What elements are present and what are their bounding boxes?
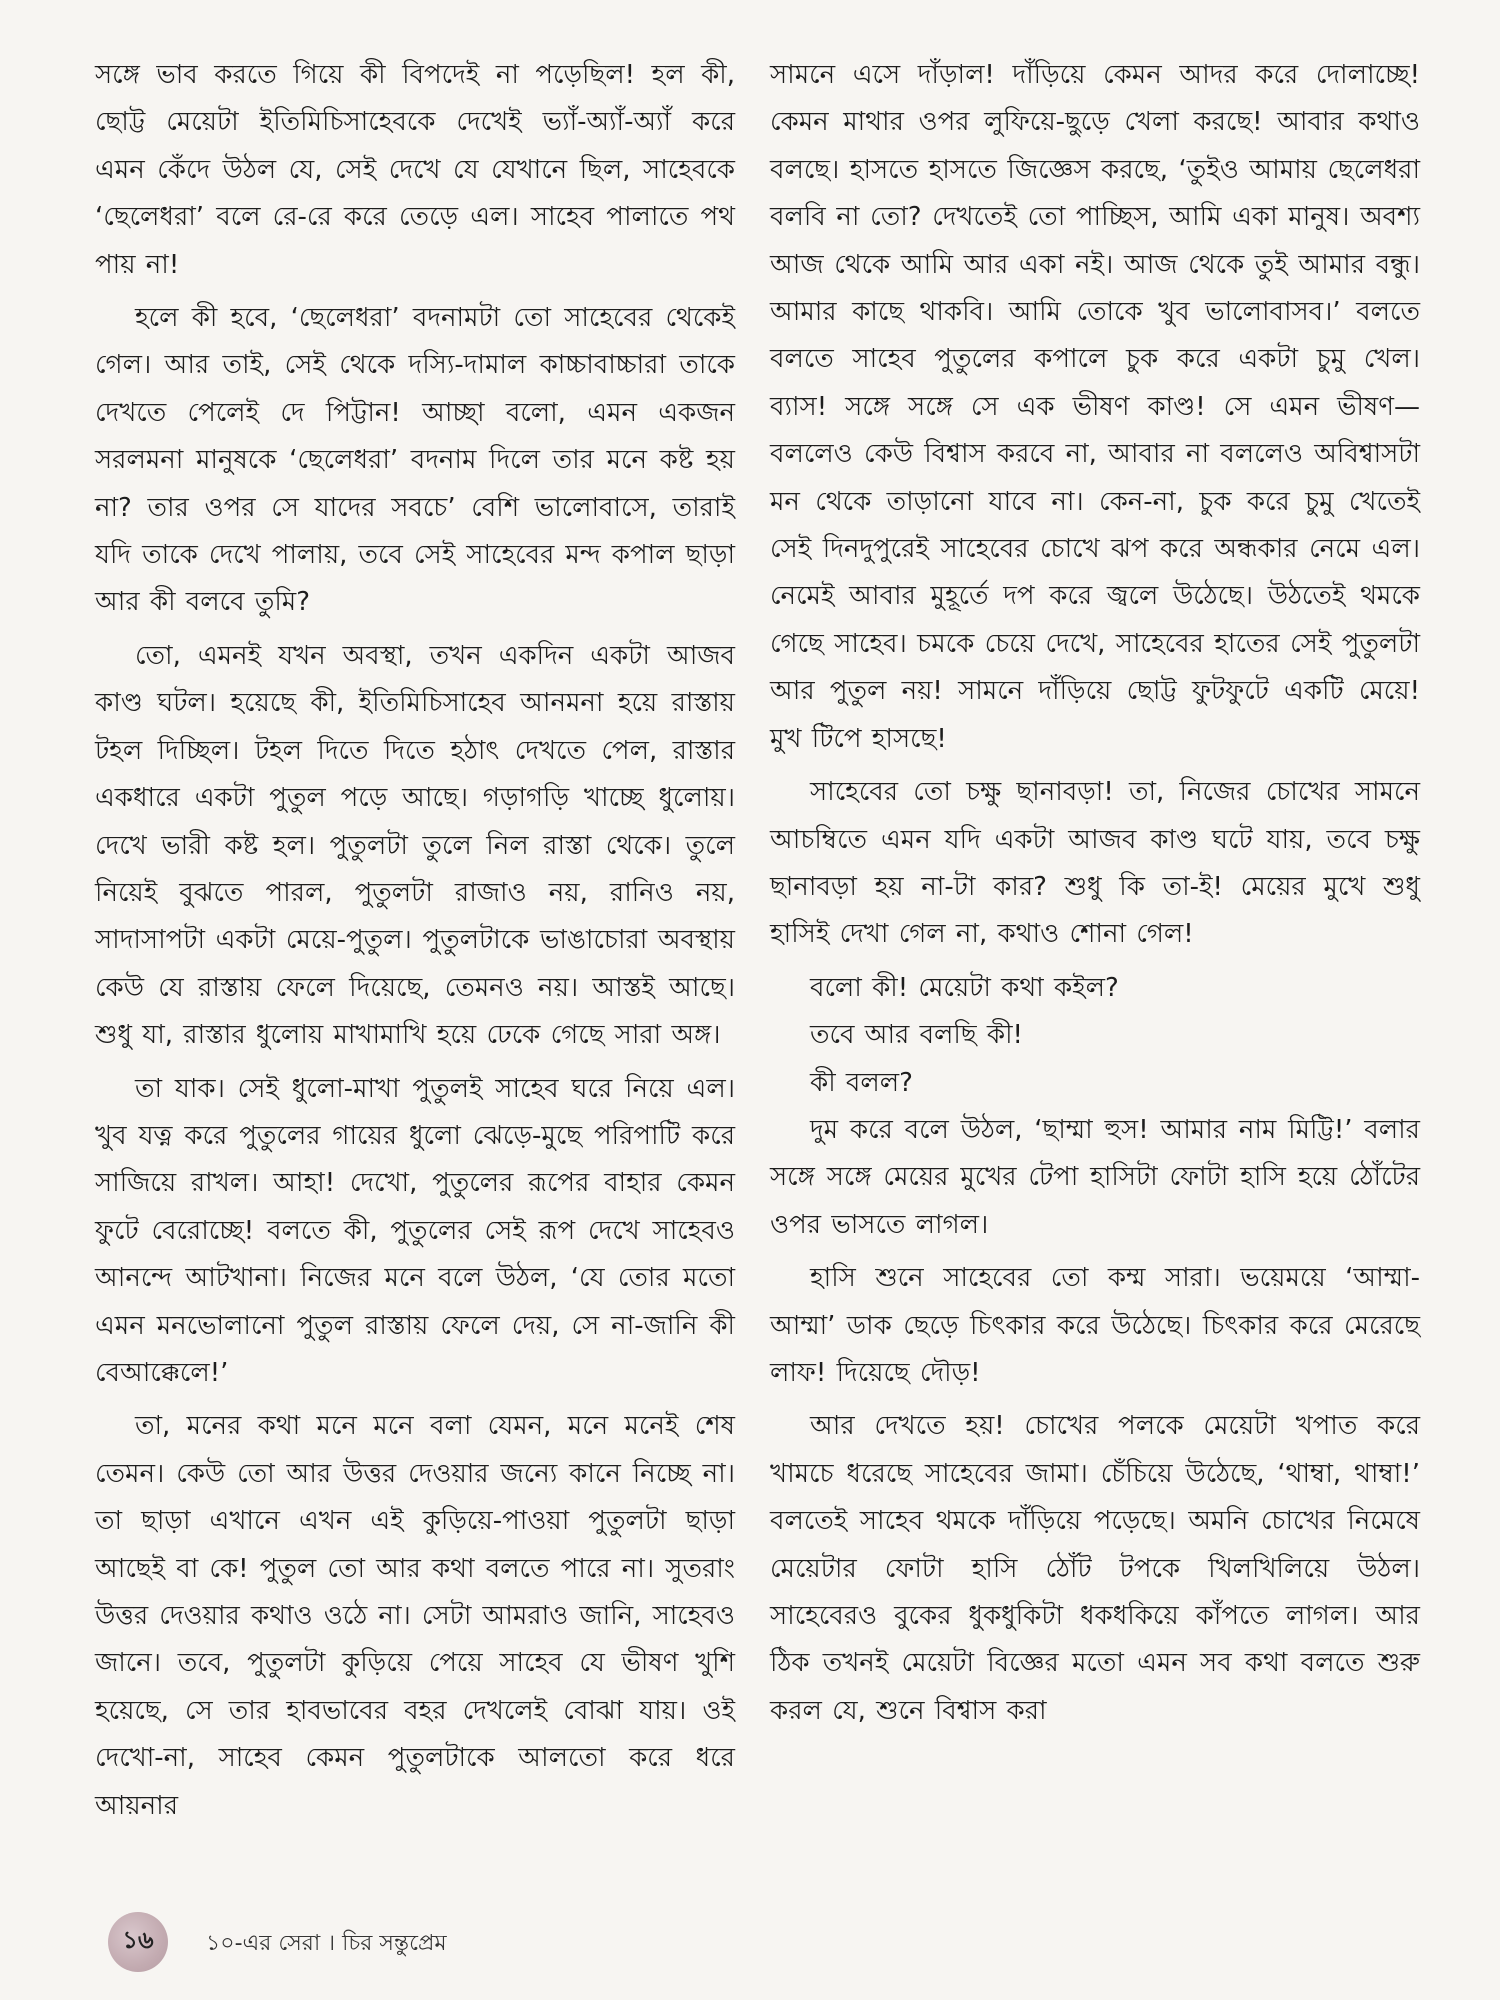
paragraph: তা, মনের কথা মনে মনে বলা যেমন, মনে মনেই শেষ তেমন। কেউ তো আর উত্তর দেওয়ার জন্যে কানে নিচ্ছে না। তা ছাড়া এখানে এখন এই কুড়িয়ে-পাওয়া পুতুলটা ছাড়া আছেই বা কে! পুতুল তো আর কথা বলতে পারে না। সুতরাং উত্তর দেওয়ার কথাও ওঠে না। সেটা আমরাও জানি, সাহেবও জানে। তবে, পুতুলটা কুড়িয়ে পেয়ে সাহেব যে ভীষণ খুশি হয়েছে, সে তার হাবভাবের বহর দেখলেই বোঝা যায়। ওই দেখো-না, সাহেব কেমন পুতুলটাকে আলতো করে ধরে আয়নার bbox=[95, 1411, 735, 1821]
paragraph: সাহেবের তো চক্ষু ছানাবড়া! তা, নিজের চোখের সামনে আচম্বিতে এমন যদি একটা আজব কাণ্ড ঘটে যায়, তবে চক্ষু ছানাবড়া হয় না-টা কার? শুধু কি তা-ই! মেয়ের মুখে শুধু হাসিই দেখা গেল না, কথাও শোনা গেল! bbox=[770, 777, 1421, 950]
paragraph: তা যাক। সেই ধুলো-মাখা পুতুলই সাহেব ঘরে নিয়ে এল। খুব যত্ন করে পুতুলের গায়ের ধুলো ঝেড়ে-মুছে পরিপাটি করে সাজিয়ে রাখল। আহা! দেখো, পুতুলের রূপের বাহার কেমন ফুটে বেরোচ্ছে! বলতে কী, পুতুলের সেই রূপ দেখে সাহেবও আনন্দে আটখানা। নিজের মনে বলে উঠল, ‘যে তোর মতো এমন মনভোলানো পুতুল রাস্তায় ফেলে দেয়, সে না-জানি কী বেআক্কেলে!’ bbox=[95, 1073, 735, 1388]
left-column bbox=[95, 52, 735, 1836]
right-column bbox=[770, 52, 1420, 1741]
page-number: ১৬ bbox=[108, 1912, 168, 1972]
paragraph: আর দেখতে হয়! চোখের পলকে মেয়েটা খপাত করে খামচে ধরেছে সাহেবের জামা। চেঁচিয়ে উঠেছে, ‘থাম্বা, থাম্বা!’ বলতেই সাহেব থমকে দাঁড়িয়ে পড়েছে। অমনি চোখের নিমেষে মেয়েটার ফোটা হাসি ঠোঁট টপকে খিলখিলিয়ে উঠল। সাহেবেরও বুকের ধুকধুকিটা ধকধকিয়ে কাঁপতে লাগল। আর ঠিক তখনই মেয়েটা বিজ্ঞের মতো এমন সব কথা বলতে শুরু করল যে, শুনে বিশ্বাস করা bbox=[770, 1411, 1420, 1726]
dialogue-line: বলো কী! মেয়েটা কথা কইল? bbox=[810, 972, 1119, 1003]
paragraph: হাসি শুনে সাহেবের তো কম্ম সারা। ভয়েময়ে ‘আম্মা-আম্মা’ ডাক ছেড়ে চিৎকার করে উঠেছে। চিৎকার করে মেরেছে লাফ! দিয়েছে দৌড়! bbox=[770, 1263, 1420, 1388]
paragraph: সঙ্গে ভাব করতে গিয়ে কী বিপদেই না পড়েছিল! হল কী, ছোট্ট মেয়েটা ইতিমিচিসাহেবকে দেখেই ভ্যাঁ-অ্যাঁ-অ্যাঁ করে এমন কেঁদে উঠল যে, সেই দেখে যে যেখানে ছিল, সাহেবকে ‘ছেলেধরা’ বলে রে-রে করে তেড়ে এল। সাহেব পালাতে পথ পায় না! bbox=[95, 60, 735, 280]
paragraph: হলে কী হবে, ‘ছেলেধরা’ বদনামটা তো সাহেবের থেকেই গেল। আর তাই, সেই থেকে দস্যি-দামাল কাচ্চাবাচ্চারা তাকে দেখতে পেলেই দে পিট্টান! আচ্ছা বলো, এমন একজন সরলমনা মানুষকে ‘ছেলেধরা’ বদনাম দিলে তার মনে কষ্ট হয় না? তার ওপর সে যাদের সবচে’ বেশি ভালোবাসে, তারাই যদি তাকে দেখে পালায়, তবে সেই সাহেবের মন্দ কপাল ছাড়া আর কী বলবে তুমি? bbox=[95, 303, 735, 618]
book-title: ১০-এর সেরা । চির সন্তুপ্রেম bbox=[206, 1931, 447, 1956]
page-footer bbox=[108, 1912, 608, 1972]
paragraph: দুম করে বলে উঠল, ‘ছাম্মা হুস! আমার নাম মিট্টি!’ বলার সঙ্গে সঙ্গে মেয়ের মুখের টেপা হাসিটা ফোটা হাসি হয়ে ঠোঁটের ওপর ভাসতে লাগল। bbox=[770, 1114, 1420, 1240]
paragraph: সামনে এসে দাঁড়াল! দাঁড়িয়ে কেমন আদর করে দোলাচ্ছে! কেমন মাথার ওপর লুফিয়ে-ছুড়ে খেলা করছে! আবার কথাও বলছে। হাসতে হাসতে জিজ্ঞেস করছে, ‘তুইও আমায় ছেলেধরা বলবি না তো? দেখতেই তো পাচ্ছিস, আমি একা মানুষ। অবশ্য আজ থেকে আমি আর একা নই। আজ থেকে তুই আমার বন্ধু। আমার কাছে থাকবি। আমি তোকে খুব ভালোবাসব।’ বলতে বলতে সাহেব পুতুলের কপালে চুক করে একটা চুমু খেল। ব্যাস! সঙ্গে সঙ্গে সে এক ভীষণ কাণ্ড! সে এমন ভীষণ—বললেও কেউ বিশ্বাস করবে না, আবার না বললেও অবিশ্বাসটা মন থেকে তাড়ানো যাবে না। কেন-না, চুক করে চুমু খেতেই সেই দিনদুপুরেই সাহেবের চোখে ঝপ করে অন্ধকার নেমে এল। নেমেই আবার মুহূর্তে দপ করে জ্বলে উঠেছে। উঠতেই থমকে গেছে সাহেব। চমকে চেয়ে দেখে, সাহেবের হাতের সেই পুতুলটা আর পুতুল নয়! সামনে দাঁড়িয়ে ছোট্ট ফুটফুটে একটি মেয়ে! মুখ টিপে হাসছে! bbox=[770, 60, 1420, 754]
paragraph: তো, এমনই যখন অবস্থা, তখন একদিন একটা আজব কাণ্ড ঘটল। হয়েছে কী, ইতিমিচিসাহেব আনমনা হয়ে রাস্তায় টহল দিচ্ছিল। টহল দিতে দিতে হঠাৎ দেখতে পেল, রাস্তার একধারে একটা পুতুল পড়ে আছে। গড়াগড়ি খাচ্ছে ধুলোয়। দেখে ভারী কষ্ট হল। পুতুলটা তুলে নিল রাস্তা থেকে। তুলে নিয়েই বুঝতে পারল, পুতুলটা রাজাও নয়, রানিও নয়, সাদাসাপটা একটা মেয়ে-পুতুল। পুতুলটাকে ভাঙাচোরা অবস্থায় কেউ যে রাস্তায় ফেলে দিয়েছে, তেমনও নয়। আস্তই আছে। শুধু যা, রাস্তার ধুলোয় মাখামাখি হয়ে ঢেকে গেছে সারা অঙ্গ। bbox=[95, 640, 735, 1051]
dialogue-line: তবে আর বলছি কী! bbox=[810, 1020, 1023, 1051]
dialogue-line: কী বলল? bbox=[810, 1067, 913, 1098]
